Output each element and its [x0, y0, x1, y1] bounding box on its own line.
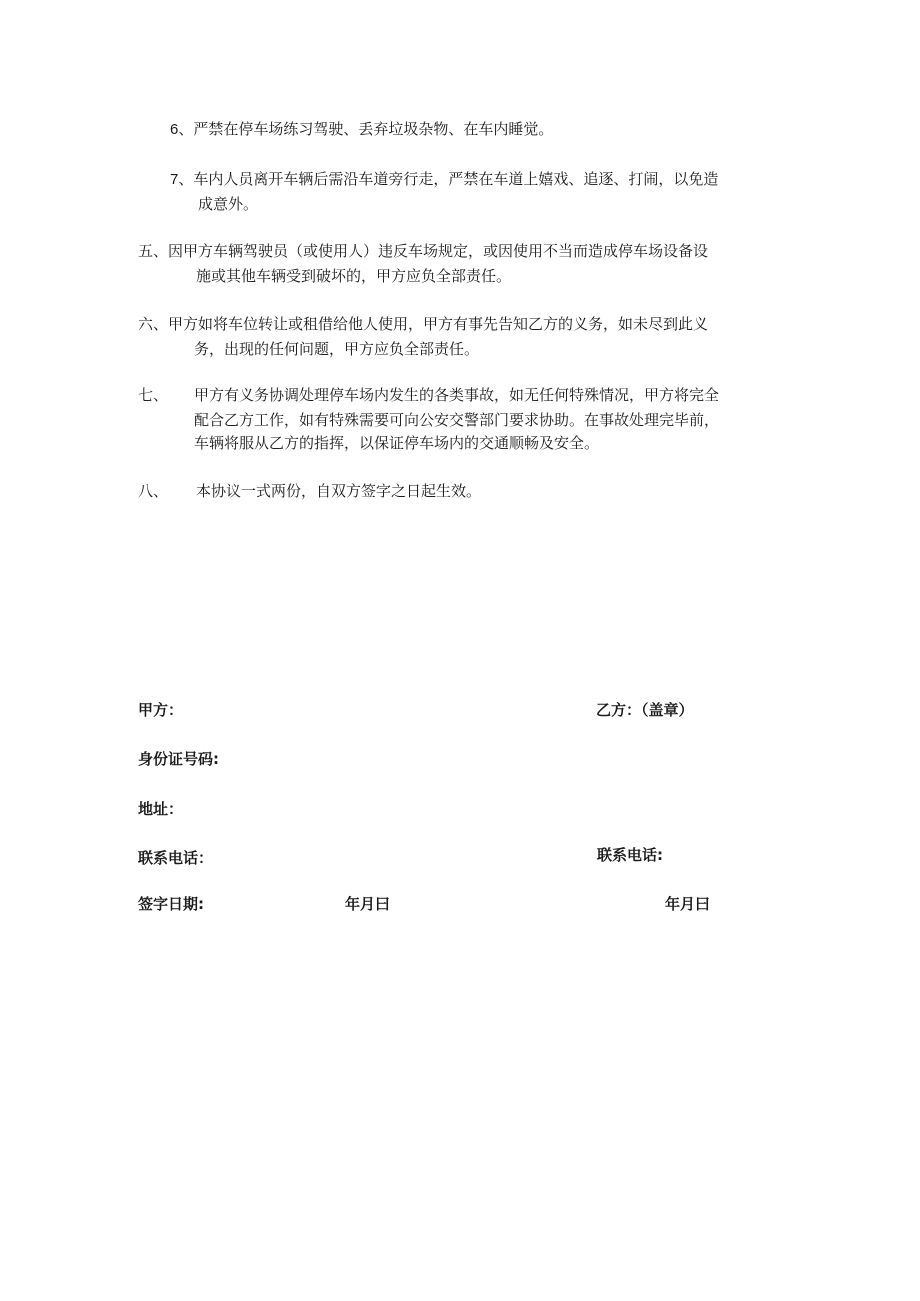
section-eight-text: 本协议一式两份，自双方签字之日起生效。 [196, 482, 482, 500]
address-label: 地址： [138, 800, 184, 818]
party-b-phone-label: 联系电话: [597, 846, 663, 864]
section-six-line-1: 六、甲方如将车位转让或租借给他人使用，甲方有事先告知乙方的义务，如未尽到此义 [138, 315, 709, 333]
section-seven-line-3: 车辆将服从乙方的指挥，以保证停车场内的交通顺畅及安全。 [194, 434, 600, 452]
clause-7-number: 7 [170, 171, 179, 188]
section-six-line-2: 务，出现的任何问题，甲方应负全部责任。 [194, 340, 480, 358]
party-a-date: 年月曰 [345, 895, 391, 913]
sign-date-label: 签字日期: [138, 895, 204, 913]
section-seven-line-2: 配合乙方工作，如有特殊需要可向公安交警部门要求协助。在事故处理完毕前， [194, 411, 720, 429]
party-a-phone-label: 联系电话： [138, 849, 214, 867]
clause-7-line-2: 成意外。 [198, 195, 259, 213]
clause-7-line-1 [170, 169, 718, 190]
party-a-label: 甲方： [138, 701, 184, 719]
section-seven-line-1: 甲方有义务协调处理停车场内发生的各类事故，如无任何特殊情况，甲方将完全 [194, 386, 720, 404]
clause-6-number: 6 [170, 121, 179, 138]
clause-6 [170, 119, 553, 140]
clause-6-text: 、严禁在停车场练习驾驶、丢弃垃圾杂物、在车内睡觉。 [178, 120, 554, 138]
id-number-label: 身份证号码: [138, 750, 219, 768]
section-five-line-2: 施或其他车辆受到破坏的，甲方应负全部责任。 [196, 267, 512, 285]
section-seven-label: 七、 [138, 386, 169, 404]
section-five-line-1: 五、因甲方车辆驾驶员（或使用人）违反车场规定，或因使用不当而造成停车场设备设 [138, 242, 709, 260]
party-b-label: 乙方：（盖章） [596, 701, 694, 719]
clause-7-text: 、车内人员离开车辆后需沿车道旁行走，严禁在车道上嬉戏、追逐、打闹，以免造 [178, 170, 719, 188]
party-b-date: 年月曰 [665, 895, 711, 913]
section-eight-label: 八、 [138, 482, 169, 500]
